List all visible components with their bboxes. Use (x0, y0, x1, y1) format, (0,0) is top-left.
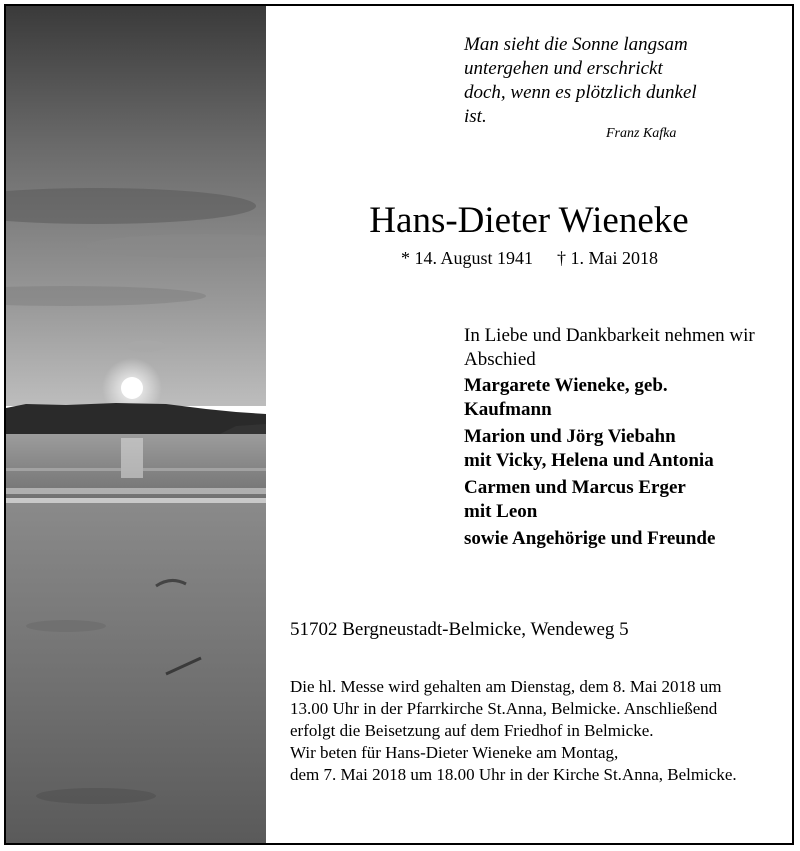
mourner-line: Marion und Jörg Viebahn (464, 426, 676, 447)
quote-author: Franz Kafka (606, 126, 677, 141)
service-line: Die hl. Messe wird gehalten am Dienstag, dem 8. Mai 2018 um (290, 677, 722, 696)
birth-date: * 14. August 1941 (401, 248, 534, 268)
death-date: † 1. Mai 2018 (557, 248, 658, 268)
quote-line: untergehen und erschrickt (464, 58, 663, 79)
mourner-line: sowie Angehörige und Freunde (464, 528, 716, 549)
notice-text (6, 6, 792, 843)
quote-line: Man sieht die Sonne langsam (464, 34, 688, 55)
farewell-text (464, 324, 794, 372)
quote-line: ist. (464, 106, 487, 127)
obituary-notice (4, 4, 794, 845)
mourner-group (464, 476, 794, 524)
mourner-line: mit Vicky, Helena und Antonia (464, 450, 714, 471)
farewell-line: In Liebe und Dankbarkeit nehmen wir (464, 325, 755, 346)
mourner-line: mit Leon (464, 501, 538, 522)
mourner-group (464, 425, 794, 473)
service-line: dem 7. Mai 2018 um 18.00 Uhr in der Kirche St.Anna, Belmicke. (290, 765, 737, 784)
service-line: 13.00 Uhr in der Pfarrkirche St.Anna, Belmicke. Anschließend (290, 699, 718, 718)
mourner-line: Carmen und Marcus Erger (464, 477, 686, 498)
quote-line: doch, wenn es plötzlich dunkel (464, 82, 697, 103)
mourner-line: Kaufmann (464, 399, 552, 420)
farewell-line: Abschied (464, 349, 536, 370)
deceased-name: Hans-Dieter Wieneke (369, 200, 689, 241)
service-line: erfolgt die Beisetzung auf dem Friedhof in Belmicke. (290, 721, 654, 740)
kafka-quote (464, 33, 784, 129)
mourner-group (464, 527, 794, 551)
service-info (290, 676, 790, 786)
family-address: 51702 Bergneustadt-Belmicke, Wendeweg 5 (290, 619, 629, 640)
mourners-list (464, 374, 794, 554)
mourner-line: Margarete Wieneke, geb. (464, 375, 668, 396)
service-line: Wir beten für Hans-Dieter Wieneke am Montag, (290, 743, 619, 762)
mourner-group (464, 374, 794, 422)
